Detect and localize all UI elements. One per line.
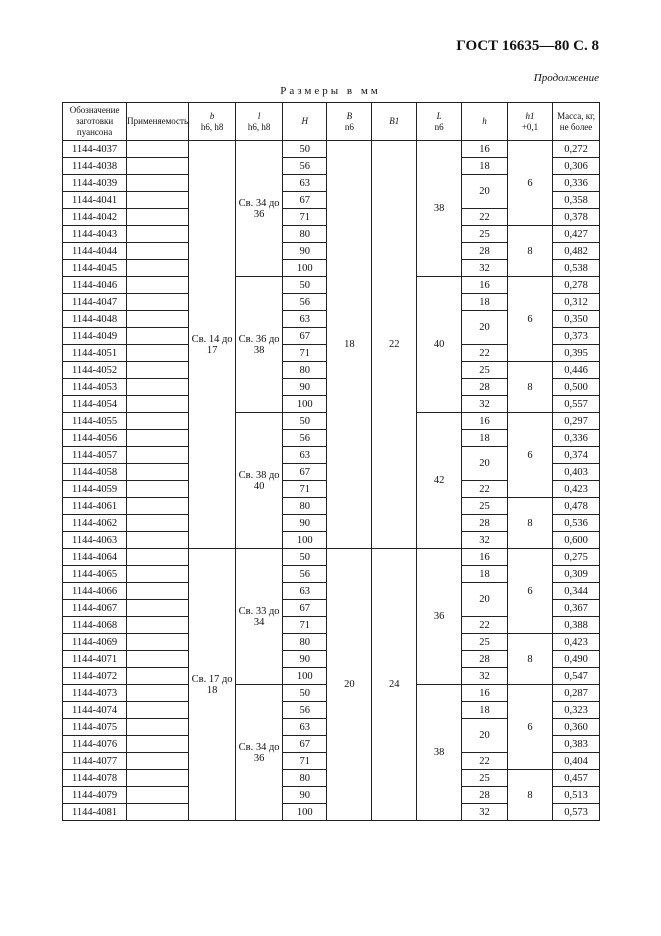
mass-cell: 0,457	[553, 770, 600, 787]
col-mass: Масса, кг, не более	[553, 103, 600, 141]
H-cell: 63	[283, 583, 327, 600]
h-cell: 16	[462, 141, 508, 158]
designation-cell: 1144-4062	[63, 515, 127, 532]
applicability-cell	[127, 532, 189, 549]
L-cell: 40	[417, 277, 462, 413]
designation-cell: 1144-4081	[63, 804, 127, 821]
designation-cell: 1144-4037	[63, 141, 127, 158]
designation-cell: 1144-4059	[63, 481, 127, 498]
h-cell: 28	[462, 243, 508, 260]
mass-cell: 0,573	[553, 804, 600, 821]
L-cell: 42	[417, 413, 462, 549]
applicability-cell	[127, 192, 189, 209]
h1-cell: 6	[507, 685, 552, 770]
h-cell: 20	[462, 719, 508, 753]
H-cell: 80	[283, 770, 327, 787]
mass-cell: 0,446	[553, 362, 600, 379]
mass-cell: 0,344	[553, 583, 600, 600]
applicability-cell	[127, 702, 189, 719]
h-cell: 18	[462, 566, 508, 583]
applicability-cell	[127, 447, 189, 464]
mass-cell: 0,336	[553, 430, 600, 447]
designation-cell: 1144-4068	[63, 617, 127, 634]
H-cell: 50	[283, 141, 327, 158]
applicability-cell	[127, 430, 189, 447]
H-cell: 80	[283, 634, 327, 651]
designation-cell: 1144-4064	[63, 549, 127, 566]
h-cell: 18	[462, 158, 508, 175]
col-l: l h6, h8	[236, 103, 283, 141]
applicability-cell	[127, 277, 189, 294]
h1-cell: 6	[507, 413, 552, 498]
applicability-cell	[127, 260, 189, 277]
h-cell: 25	[462, 770, 508, 787]
h-cell: 32	[462, 260, 508, 277]
H-cell: 63	[283, 175, 327, 192]
h-cell: 25	[462, 498, 508, 515]
mass-cell: 0,490	[553, 651, 600, 668]
h-cell: 20	[462, 447, 508, 481]
h1-cell: 8	[507, 226, 552, 277]
col-H: H	[283, 103, 327, 141]
col-applicability: Применяемость	[127, 103, 189, 141]
h-cell: 20	[462, 311, 508, 345]
designation-cell: 1144-4069	[63, 634, 127, 651]
mass-cell: 0,557	[553, 396, 600, 413]
h-cell: 22	[462, 345, 508, 362]
applicability-cell	[127, 481, 189, 498]
designation-cell: 1144-4055	[63, 413, 127, 430]
h-cell: 22	[462, 481, 508, 498]
applicability-cell	[127, 396, 189, 413]
applicability-cell	[127, 175, 189, 192]
designation-cell: 1144-4049	[63, 328, 127, 345]
H-cell: 100	[283, 260, 327, 277]
h1-cell: 8	[507, 362, 552, 413]
L-cell: 36	[417, 549, 462, 685]
H-cell: 100	[283, 532, 327, 549]
designation-cell: 1144-4073	[63, 685, 127, 702]
designation-cell: 1144-4052	[63, 362, 127, 379]
B-cell: 18	[327, 141, 372, 549]
H-cell: 71	[283, 617, 327, 634]
mass-cell: 0,500	[553, 379, 600, 396]
h-cell: 32	[462, 532, 508, 549]
designation-cell: 1144-4043	[63, 226, 127, 243]
applicability-cell	[127, 753, 189, 770]
B-cell: 20	[327, 549, 372, 821]
h1-cell: 6	[507, 277, 552, 362]
H-cell: 90	[283, 515, 327, 532]
mass-cell: 0,358	[553, 192, 600, 209]
designation-cell: 1144-4042	[63, 209, 127, 226]
mass-cell: 0,367	[553, 600, 600, 617]
applicability-cell	[127, 413, 189, 430]
applicability-cell	[127, 464, 189, 481]
mass-cell: 0,360	[553, 719, 600, 736]
H-cell: 100	[283, 668, 327, 685]
l-cell: Св. 38 до 40	[236, 413, 283, 549]
applicability-cell	[127, 668, 189, 685]
mass-cell: 0,513	[553, 787, 600, 804]
mass-cell: 0,423	[553, 481, 600, 498]
applicability-cell	[127, 651, 189, 668]
L-cell: 38	[417, 141, 462, 277]
H-cell: 50	[283, 413, 327, 430]
H-cell: 63	[283, 447, 327, 464]
h1-cell: 8	[507, 634, 552, 685]
h-cell: 20	[462, 175, 508, 209]
designation-cell: 1144-4044	[63, 243, 127, 260]
applicability-cell	[127, 209, 189, 226]
applicability-cell	[127, 141, 189, 158]
applicability-cell	[127, 515, 189, 532]
l-cell: Св. 36 до 38	[236, 277, 283, 413]
h1-cell: 8	[507, 498, 552, 549]
h1-cell: 6	[507, 141, 552, 226]
designation-cell: 1144-4079	[63, 787, 127, 804]
H-cell: 50	[283, 549, 327, 566]
H-cell: 80	[283, 362, 327, 379]
H-cell: 56	[283, 430, 327, 447]
mass-cell: 0,404	[553, 753, 600, 770]
applicability-cell	[127, 294, 189, 311]
designation-cell: 1144-4045	[63, 260, 127, 277]
mass-cell: 0,395	[553, 345, 600, 362]
H-cell: 56	[283, 158, 327, 175]
h-cell: 18	[462, 702, 508, 719]
h-cell: 22	[462, 753, 508, 770]
applicability-cell	[127, 787, 189, 804]
H-cell: 71	[283, 753, 327, 770]
designation-cell: 1144-4056	[63, 430, 127, 447]
applicability-cell	[127, 498, 189, 515]
table-row	[63, 549, 600, 566]
H-cell: 71	[283, 209, 327, 226]
applicability-cell	[127, 243, 189, 260]
H-cell: 67	[283, 464, 327, 481]
H-cell: 50	[283, 277, 327, 294]
mass-cell: 0,272	[553, 141, 600, 158]
designation-cell: 1144-4078	[63, 770, 127, 787]
table-row	[63, 141, 600, 158]
H-cell: 71	[283, 481, 327, 498]
mass-cell: 0,309	[553, 566, 600, 583]
designation-cell: 1144-4061	[63, 498, 127, 515]
H-cell: 56	[283, 702, 327, 719]
h-cell: 28	[462, 379, 508, 396]
h-cell: 25	[462, 226, 508, 243]
H-cell: 67	[283, 600, 327, 617]
mass-cell: 0,600	[553, 532, 600, 549]
H-cell: 80	[283, 498, 327, 515]
designation-cell: 1144-4072	[63, 668, 127, 685]
mass-cell: 0,478	[553, 498, 600, 515]
h-cell: 16	[462, 277, 508, 294]
L-cell: 38	[417, 685, 462, 821]
h-cell: 16	[462, 685, 508, 702]
H-cell: 63	[283, 311, 327, 328]
col-L: L n6	[417, 103, 462, 141]
mass-cell: 0,388	[553, 617, 600, 634]
h-cell: 32	[462, 396, 508, 413]
H-cell: 56	[283, 294, 327, 311]
applicability-cell	[127, 804, 189, 821]
mass-cell: 0,287	[553, 685, 600, 702]
B1-cell: 24	[372, 549, 417, 821]
H-cell: 56	[283, 566, 327, 583]
designation-cell: 1144-4039	[63, 175, 127, 192]
designation-cell: 1144-4054	[63, 396, 127, 413]
col-b: b h6, h8	[189, 103, 236, 141]
h-cell: 28	[462, 787, 508, 804]
designation-cell: 1144-4051	[63, 345, 127, 362]
h-cell: 25	[462, 634, 508, 651]
h-cell: 22	[462, 209, 508, 226]
H-cell: 90	[283, 243, 327, 260]
applicability-cell	[127, 311, 189, 328]
mass-cell: 0,350	[553, 311, 600, 328]
h-cell: 32	[462, 804, 508, 821]
H-cell: 63	[283, 719, 327, 736]
H-cell: 90	[283, 787, 327, 804]
designation-cell: 1144-4038	[63, 158, 127, 175]
designation-cell: 1144-4046	[63, 277, 127, 294]
col-B: B n6	[327, 103, 372, 141]
mass-cell: 0,482	[553, 243, 600, 260]
H-cell: 67	[283, 328, 327, 345]
mass-cell: 0,427	[553, 226, 600, 243]
col-h: h	[462, 103, 508, 141]
h-cell: 28	[462, 515, 508, 532]
designation-cell: 1144-4066	[63, 583, 127, 600]
h-cell: 28	[462, 651, 508, 668]
h-cell: 16	[462, 549, 508, 566]
H-cell: 90	[283, 379, 327, 396]
mass-cell: 0,373	[553, 328, 600, 345]
mass-cell: 0,297	[553, 413, 600, 430]
applicability-cell	[127, 362, 189, 379]
H-cell: 90	[283, 651, 327, 668]
h1-cell: 6	[507, 549, 552, 634]
designation-cell: 1144-4067	[63, 600, 127, 617]
applicability-cell	[127, 600, 189, 617]
applicability-cell	[127, 770, 189, 787]
H-cell: 80	[283, 226, 327, 243]
designation-cell: 1144-4063	[63, 532, 127, 549]
applicability-cell	[127, 736, 189, 753]
header-row	[63, 103, 600, 141]
mass-cell: 0,278	[553, 277, 600, 294]
applicability-cell	[127, 583, 189, 600]
l-cell: Св. 34 до 36	[236, 685, 283, 821]
applicability-cell	[127, 226, 189, 243]
h-cell: 32	[462, 668, 508, 685]
applicability-cell	[127, 549, 189, 566]
mass-cell: 0,538	[553, 260, 600, 277]
designation-cell: 1144-4041	[63, 192, 127, 209]
units-caption: Размеры в мм	[280, 85, 381, 97]
mass-cell: 0,312	[553, 294, 600, 311]
H-cell: 100	[283, 396, 327, 413]
applicability-cell	[127, 345, 189, 362]
mass-cell: 0,306	[553, 158, 600, 175]
B1-cell: 22	[372, 141, 417, 549]
mass-cell: 0,374	[553, 447, 600, 464]
h1-cell: 8	[507, 770, 552, 821]
h-cell: 18	[462, 430, 508, 447]
designation-cell: 1144-4065	[63, 566, 127, 583]
designation-cell: 1144-4053	[63, 379, 127, 396]
mass-cell: 0,423	[553, 634, 600, 651]
applicability-cell	[127, 685, 189, 702]
applicability-cell	[127, 328, 189, 345]
standard-number: ГОСТ 16635—80 С. 8	[456, 38, 599, 54]
designation-cell: 1144-4058	[63, 464, 127, 481]
mass-cell: 0,383	[553, 736, 600, 753]
mass-cell: 0,536	[553, 515, 600, 532]
H-cell: 67	[283, 192, 327, 209]
H-cell: 67	[283, 736, 327, 753]
designation-cell: 1144-4048	[63, 311, 127, 328]
col-B1: B1	[372, 103, 417, 141]
col-designation: Обозначение заготовки пуансона	[63, 103, 127, 141]
col-h1: h1 +0,1	[507, 103, 552, 141]
designation-cell: 1144-4074	[63, 702, 127, 719]
l-cell: Св. 33 до 34	[236, 549, 283, 685]
h-cell: 25	[462, 362, 508, 379]
designation-cell: 1144-4071	[63, 651, 127, 668]
applicability-cell	[127, 617, 189, 634]
designation-cell: 1144-4047	[63, 294, 127, 311]
h-cell: 16	[462, 413, 508, 430]
b-cell: Св. 14 до 17	[189, 141, 236, 549]
h-cell: 18	[462, 294, 508, 311]
designation-cell: 1144-4077	[63, 753, 127, 770]
mass-cell: 0,547	[553, 668, 600, 685]
mass-cell: 0,323	[553, 702, 600, 719]
applicability-cell	[127, 158, 189, 175]
dimensions-table	[62, 102, 600, 821]
applicability-cell	[127, 379, 189, 396]
mass-cell: 0,336	[553, 175, 600, 192]
h-cell: 22	[462, 617, 508, 634]
designation-cell: 1144-4076	[63, 736, 127, 753]
continuation-label: Продолжение	[533, 72, 599, 84]
H-cell: 50	[283, 685, 327, 702]
mass-cell: 0,275	[553, 549, 600, 566]
designation-cell: 1144-4057	[63, 447, 127, 464]
H-cell: 71	[283, 345, 327, 362]
applicability-cell	[127, 634, 189, 651]
mass-cell: 0,403	[553, 464, 600, 481]
b-cell: Св. 17 до 18	[189, 549, 236, 821]
mass-cell: 0,378	[553, 209, 600, 226]
designation-cell: 1144-4075	[63, 719, 127, 736]
applicability-cell	[127, 719, 189, 736]
h-cell: 20	[462, 583, 508, 617]
H-cell: 100	[283, 804, 327, 821]
l-cell: Св. 34 до 36	[236, 141, 283, 277]
applicability-cell	[127, 566, 189, 583]
